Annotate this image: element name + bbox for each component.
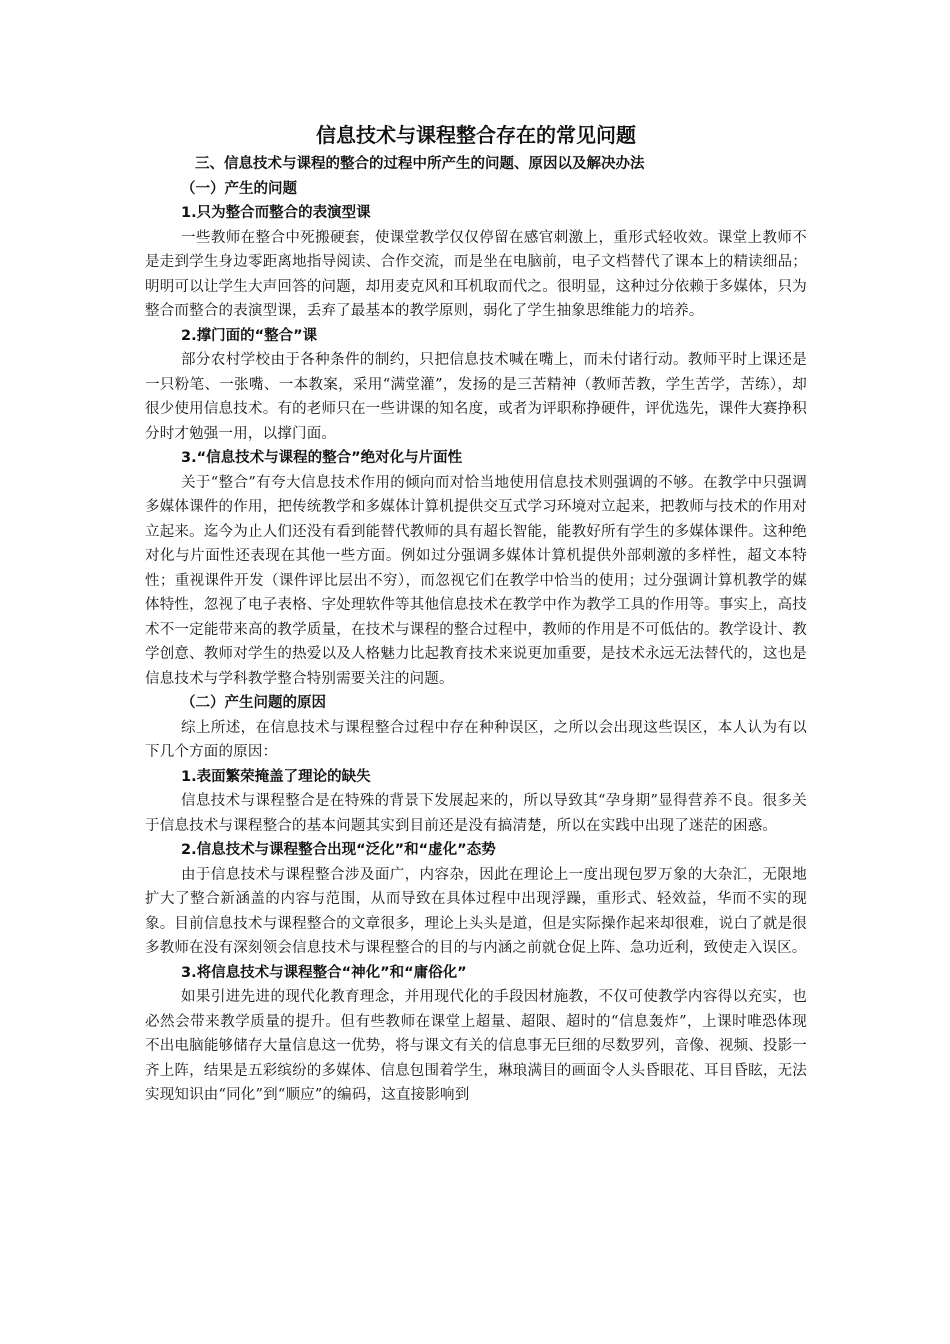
cause-3-paragraph: 如果引进先进的现代化教育理念，并用现代化的手段因材施教，不仅可使教学内容得以充实，也必然会带来教学质量的提升。但有些教师在课堂上超量、超限、超时的“信息轰炸”，上课时唯恐体现不出电脑能够储存大量信息这一优势，将与课文有关的信息事无巨细的尽数罗列，音像、视频、投影一齐上阵，结果是五彩缤纷的多媒体、信息包围着学生，琳琅满目的画面令人头昏眼花、耳目昏眩，无法实现知识由“同化”到“顺应”的编码，这直接影响到 bbox=[145, 989, 807, 1103]
section-heading: 三、信息技术与课程的整合的过程中所产生的问题、原因以及解决办法 bbox=[195, 156, 645, 172]
problem-1-paragraph: 一些教师在整合中死搬硬套，使课堂教学仅仅停留在感官刺激上，重形式轻收效。课堂上教师不是走到学生身边零距离地指导阅读、合作交流，而是坐在电脑前，电子文档替代了课本上的精读细品；明明可以让学生大声回答的问题，却用麦克风和耳机取而代之。很明显，这种过分依赖于多媒体，只为整合而整合的表演型课，丢弃了最基本的教学原则，弱化了学生抽象思维能力的培养。 bbox=[145, 229, 807, 319]
problem-2-paragraph: 部分农村学校由于各种条件的制约，只把信息技术喊在嘴上，而未付诸行动。教师平时上课还是一只粉笔、一张嘴、一本教案，采用“满堂灌”，发扬的是三苦精神（教师苦教，学生苦学，苦练），却很少使用信息技术。有的老师只在一些讲课的知名度，或者为评职称挣硬件，评优选先，课件大赛挣积分时才勉强一用，以撑门面。 bbox=[145, 352, 807, 442]
causes-intro-paragraph: 综上所述，在信息技术与课程整合过程中存在种种误区，之所以会出现这些误区，本人认为有以下几个方面的原因： bbox=[145, 719, 807, 760]
document-title: 信息技术与课程整合存在的常见问题 bbox=[316, 123, 636, 147]
problem-3-heading: 3.“信息技术与课程的整合”绝对化与片面性 bbox=[181, 450, 463, 466]
cause-2-paragraph: 由于信息技术与课程整合涉及面广，内容杂，因此在理论上一度出现包罗万象的大杂汇，无限地扩大了整合新涵盖的内容与范围，从而导致在具体过程中出现浮躁，重形式、轻效益，华而不实的现象。目前信息技术与课程整合的文章很多，理论上头头是道，但是实际操作起来却很难，说白了就是很多教师在没有深刻领会信息技术与课程整合的目的与内涵之前就仓促上阵、急功近利，致使走入误区。 bbox=[145, 866, 807, 956]
cause-1-heading: 1.表面繁荣掩盖了理论的缺失 bbox=[181, 768, 371, 785]
subsection-heading-causes: （二）产生问题的原因 bbox=[181, 695, 326, 711]
cause-3-heading: 3.将信息技术与课程整合“神化”和“庸俗化” bbox=[181, 964, 467, 981]
cause-1-paragraph: 信息技术与课程整合是在特殊的背景下发展起来的，所以导致其“孕身期”显得营养不良。很多关于信息技术与课程整合的基本问题其实到目前还是没有搞清楚，所以在实践中出现了迷茫的困惑。 bbox=[145, 793, 807, 834]
problem-2-heading: 2.撑门面的“整合”课 bbox=[181, 327, 318, 344]
problem-1-heading: 1.只为整合而整合的表演型课 bbox=[181, 205, 371, 221]
subsection-heading-problems: （一）产生的问题 bbox=[181, 180, 297, 197]
cause-2-heading: 2.信息技术与课程整合出现“泛化”和“虚化”态势 bbox=[181, 842, 496, 858]
document-page bbox=[145, 120, 807, 1108]
problem-3-paragraph: 关于“整合”有夸大信息技术作用的倾向而对恰当地使用信息技术则强调的不够。在教学中只强调多媒体课件的作用，把传统教学和多媒体计算机提供交互式学习环境对立起来，把教师与技术的作用对立起来。迄今为止人们还没有看到能替代教师的具有超长智能，能教好所有学生的多媒体课件。这种绝对化与片面性还表现在其他一些方面。例如过分强调多媒体计算机提供外部刺激的多样性，超文本特性；重视课件开发（课件评比层出不穷），而忽视它们在教学中恰当的使用；过分强调计算机教学的媒体特性，忽视了电子表格、字处理软件等其他信息技术在教学中作为教学工具的作用等。事实上，高技术不一定能带来高的教学质量，在技术与课程的整合过程中，教师的作用是不可低估的。教学设计、教学创意、教师对学生的热爱以及人格魅力比起教育技术来说更加重要，是技术永远无法替代的，这也是信息技术与学科教学整合特别需要关注的问题。 bbox=[145, 474, 807, 687]
